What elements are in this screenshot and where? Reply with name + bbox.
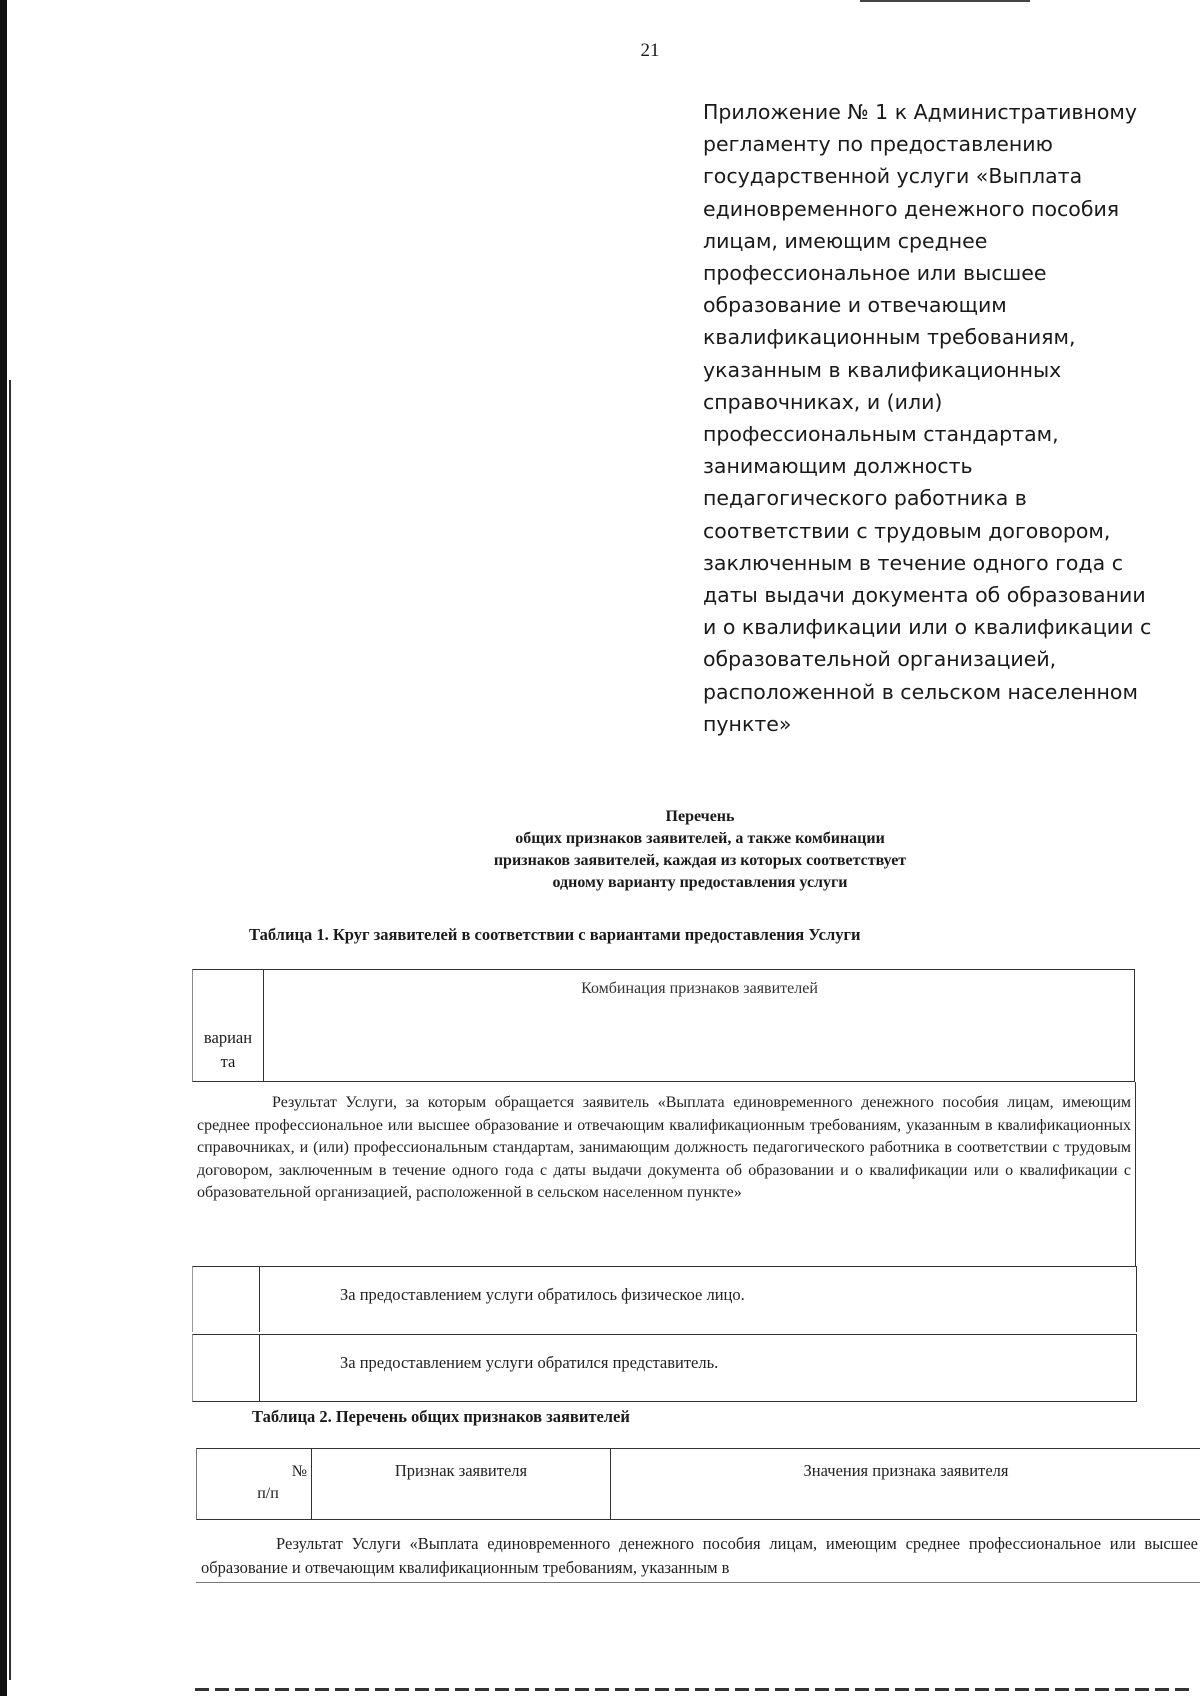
annex-line: Приложение № 1 к Административному: [703, 100, 1138, 124]
annex-line: регламенту по предоставлению: [703, 132, 1053, 157]
section-heading: [340, 806, 1060, 894]
table2-bottom-border: [196, 1582, 1200, 1583]
heading-line: одному варианту предоставления услуги: [552, 874, 848, 891]
annex-line: государственной услуги «Выплата: [703, 164, 1083, 189]
annex-line: педагогического работника в: [703, 486, 1027, 511]
annex-line: даты выдачи документа об образовании: [703, 583, 1146, 608]
table1-result-text: [197, 1092, 1131, 1205]
table2-caption: Таблица 2. Перечень общих признаков заявителей: [252, 1407, 630, 1426]
scan-bottom-edge: [195, 1688, 1195, 1691]
page-number: 21: [640, 40, 660, 61]
annex-line: справочниках, и (или): [703, 389, 943, 414]
annex-line: и о квалификации или о квалификации с: [703, 615, 1152, 640]
table2-header-values: Значения признака заявителя: [803, 1461, 1009, 1480]
heading-line: признаков заявителей, каждая из которых соответствует: [493, 852, 907, 869]
table2-header-divider: [311, 1449, 312, 1519]
table2-header-number: [199, 1461, 307, 1505]
table2-header-attribute: Признак заявителя: [394, 1461, 528, 1480]
table-row: [192, 1266, 1137, 1332]
table1-row-text: За предоставлением услуги обратился представитель.: [340, 1353, 719, 1372]
annex-line: лицам, имеющим среднее: [703, 228, 988, 253]
annex-line: профессиональным стандартам,: [703, 422, 1059, 447]
table1-header: [192, 969, 1135, 1082]
annex-line: квалификационным требованиям,: [703, 325, 1076, 350]
annex-line: указанным в квалификационных: [703, 357, 1062, 382]
heading-line: Перечень: [665, 808, 735, 825]
table2-result-paragraph: Результат Услуги «Выплата единовременного денежного пособия лицам, имеющим среднее профессиональное или высшее образование и отвечающим квалификационным требованиям, указанным в: [201, 1534, 1198, 1577]
annex-line: образовательной организацией,: [703, 647, 1057, 672]
annex-line: профессиональное или высшее: [703, 261, 1047, 286]
annex-line: заключенным в течение одного года с: [703, 550, 1123, 575]
scan-left-line: [9, 380, 11, 1680]
annex-line: расположенной в сельском населенном: [703, 679, 1138, 704]
annex-line: занимающим должность: [703, 454, 973, 479]
annex-line: соответствии с трудовым договором,: [703, 518, 1111, 543]
table1-row-divider: [259, 1267, 260, 1332]
table-row: [192, 1334, 1137, 1402]
annex-line: образование и отвечающим: [703, 293, 1007, 318]
scan-top-mark: [860, 0, 1030, 2]
table1-row-text: За предоставлением услуги обратилось физическое лицо.: [340, 1285, 745, 1304]
table1-result-border: [1135, 1082, 1136, 1266]
table1-row-divider: [259, 1335, 260, 1401]
annex-note: [703, 96, 1152, 740]
table2-header-number-bottom: п/п: [257, 1485, 279, 1502]
table1-header-divider: [263, 970, 264, 1081]
table1-header-combination: Комбинация признаков заявителей: [581, 980, 818, 997]
heading-line: общих признаков заявителей, а также комбинации: [515, 830, 885, 847]
table2-result-text: [201, 1532, 1198, 1580]
table1-caption: Таблица 1. Круг заявителей в соответствии с вариантами предоставления Услуги: [249, 925, 861, 944]
table2-header: [196, 1448, 1200, 1520]
table1-result-paragraph: Результат Услуги, за которым обращается заявитель «Выплата единовременного денежного пособия лицам, имеющим среднее профессиональное или высшее образование и отвечающим квалификационным требованиям, указанным в квалификационных справочниках, и (или) профессиональным стандартам, занимающим должность педагогического работника в соответствии с трудовым договором, заключенным в течение одного года с даты выдачи документа об образовании и о квалификации или о квалификации с образовательной организацией, расположенной в сельском населенном пункте»: [197, 1094, 1131, 1201]
table1-header-variant: вариан та: [203, 1028, 253, 1071]
annex-line: пункте»: [703, 711, 792, 736]
scan-left-edge: [0, 0, 7, 1696]
annex-line: единовременного денежного пособия: [703, 196, 1120, 221]
table2-header-number-top: №: [291, 1463, 307, 1480]
table2-header-divider: [610, 1449, 611, 1519]
